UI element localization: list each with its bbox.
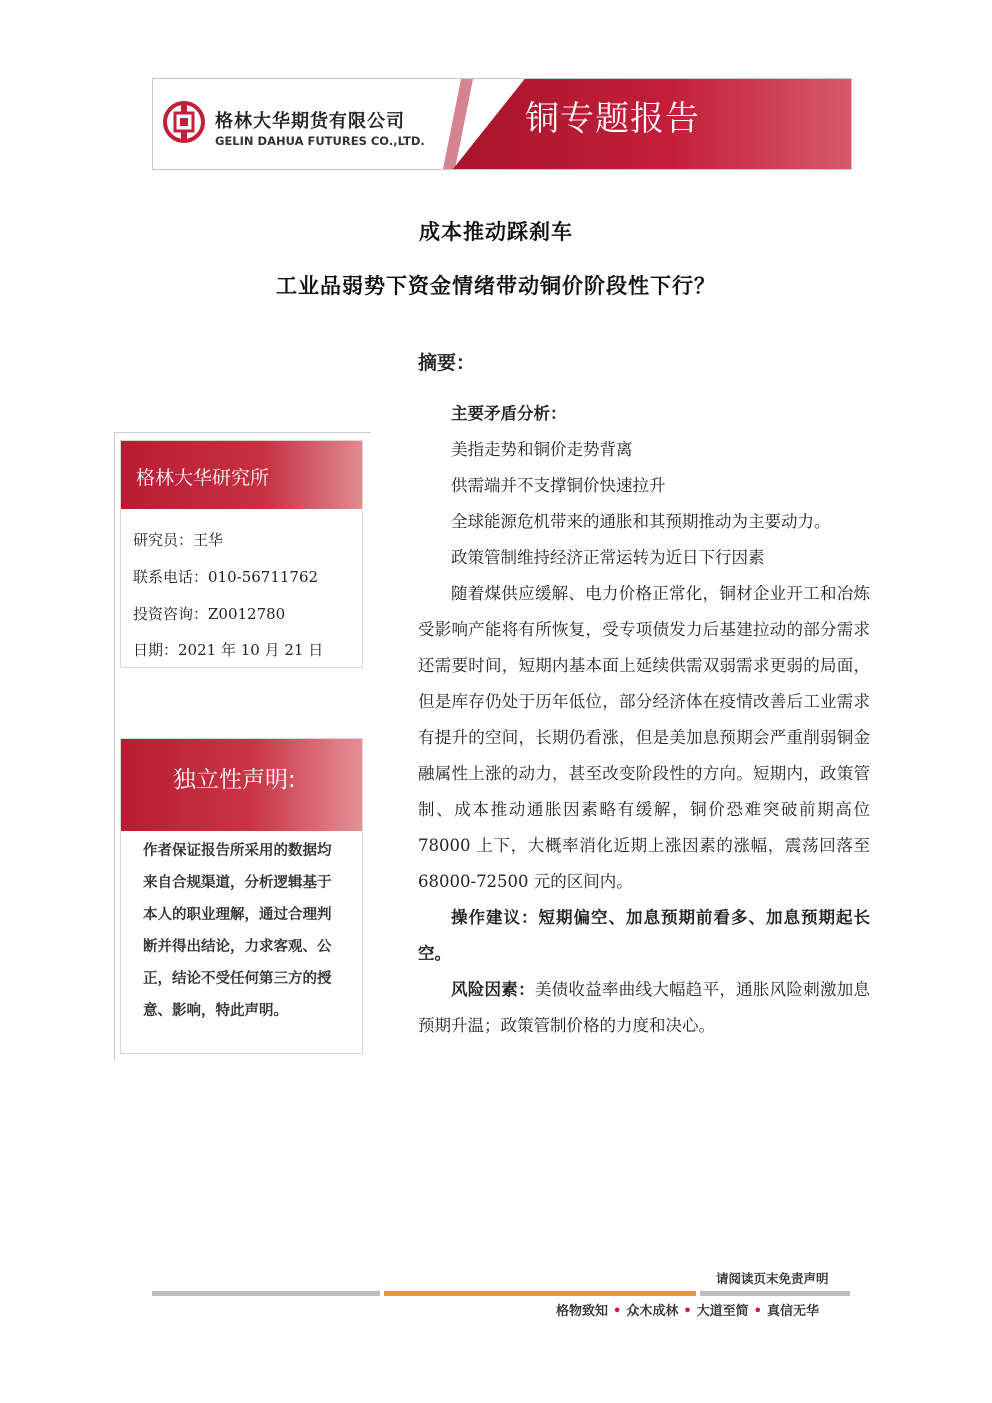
sub-title: 工业品弱势下资金情绪带动铜价阶段性下行？: [276, 273, 716, 298]
company-logo-icon: [163, 101, 205, 143]
motto-item: 格物致知: [556, 1304, 609, 1319]
paragraph: 供需端并不支撑铜价快速拉升: [451, 476, 666, 495]
phone: 联系电话：010-56711762: [133, 568, 319, 586]
main-title: 成本推动踩刹车: [419, 219, 573, 244]
author-info-header: [121, 441, 362, 509]
risk-text: 美债收益率曲线大幅趋平，通胀风险刺激加息预期升温；政策管制价格的力度和决心。: [418, 980, 871, 1035]
motto-item: 大道至简: [696, 1304, 749, 1319]
author-info-box: [120, 440, 363, 668]
report-type-title: 铜专题报告: [525, 99, 700, 139]
researcher: 研究员：王华: [133, 531, 224, 549]
motto-dot-icon: •: [683, 1304, 692, 1319]
statement-title: 独立性声明:: [173, 767, 296, 793]
company-motto: [556, 1300, 819, 1319]
footer-bar-orange: [384, 1291, 696, 1296]
summary-label: 摘要：: [418, 352, 476, 374]
footer-bar-gray-right: [700, 1291, 850, 1296]
header-banner: [152, 78, 852, 170]
paragraph: 随着煤供应缓解、电力价格正常化，铜材企业开工和冶炼受影响产能将有所恢复，受专项债发力后基建拉动的部分需求还需要时间，短期内基本面上延续供需双弱需求更弱的局面，但是库存仍处于历年低位，部分经济体在疫情改善后工业需求有提升的空间，长期仍看涨，但是美加息预期会严重削弱铜金融属性上涨的动力，甚至改变阶段性的方向。短期内，政策管制、成本推动通胀因素略有缓解，铜价恐难突破前期高位 78000 上下，大概率消化近期上涨因素的涨幅，震荡回落至 68000-72500 元的区间内。: [418, 584, 870, 891]
license-number: 投资咨询：Z0012780: [133, 605, 286, 623]
paragraph: 全球能源危机带来的通胀和其预期推动为主要动力。: [451, 512, 831, 531]
independence-statement-box: [120, 738, 363, 1054]
disclaimer-note: 请阅读页末免责声明: [716, 1271, 829, 1286]
institute-name: 格林大华研究所: [136, 467, 270, 489]
paragraph: 政策管制维持经济正常运转为近日下行因素: [451, 548, 765, 567]
motto-item: 真信无华: [766, 1304, 819, 1319]
section-title: 主要矛盾分析：: [451, 404, 567, 423]
statement-text: 作者保证报告所采用的数据均来自合规渠道，分析逻辑基于本人的职业理解，通过合理判断并得出结论，力求客观、公正，结论不受任何第三方的授意、影响，特此声明。: [143, 843, 332, 1019]
motto-dot-icon: •: [613, 1304, 622, 1319]
motto-item: 众木成林: [626, 1304, 679, 1319]
operation-advice: 操作建议：短期偏空、加息预期前看多、加息预期起长空。: [418, 908, 870, 963]
statement-header: [121, 739, 362, 831]
motto-dot-icon: •: [753, 1304, 762, 1319]
risk-label: 风险因素：: [451, 980, 535, 999]
risk-paragraph: [418, 972, 870, 1044]
summary-body: [418, 396, 870, 1044]
report-date: 日期：2021 年 10 月 21 日: [133, 641, 324, 659]
paragraph: 美指走势和铜价走势背离: [451, 440, 633, 459]
company-name-en: GELIN DAHUA FUTURES CO.,LTD.: [215, 134, 425, 148]
footer-bar-gray-left: [152, 1291, 380, 1296]
company-name-cn: 格林大华期货有限公司: [215, 111, 405, 132]
